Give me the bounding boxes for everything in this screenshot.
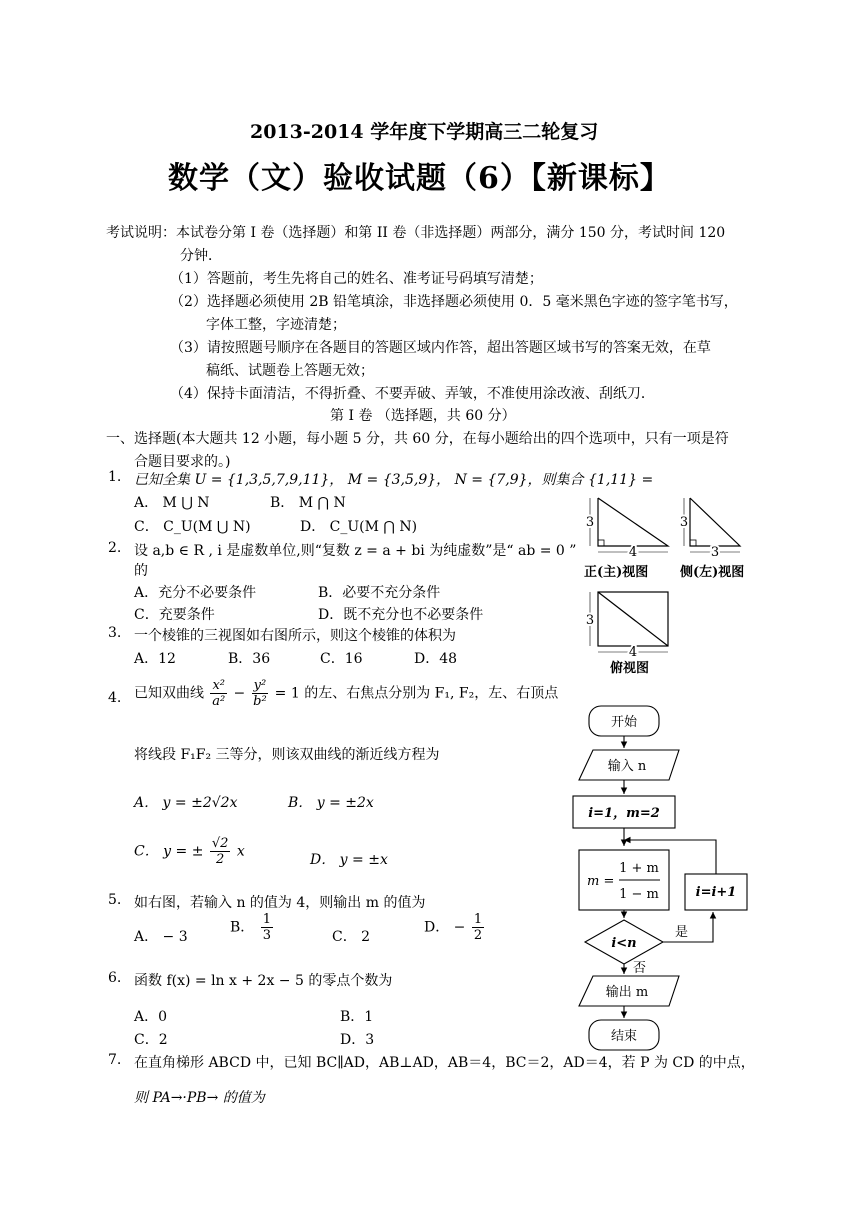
top-view-label: 俯视图 (610, 661, 650, 676)
q7-number: 7. (108, 1052, 122, 1068)
q4-stem-rest: = 1 的左、右焦点分别为 F₁, F₂，左、右顶点 (274, 685, 559, 702)
q5-option-b-den: 3 (262, 928, 272, 943)
instruction-3b: 稿纸、试题卷上答题无效； (206, 363, 374, 379)
flow-end-label: 结束 (610, 1029, 638, 1044)
side-view-width: 3 (710, 545, 720, 560)
q2-stem: 设 a,b ∈ R , i 是虚数单位,则“复数 z = a + bi 为纯虚数”是“ ab = 0 ” (134, 543, 577, 559)
q4-option-c-pre: C． y = ± (134, 843, 204, 860)
q5-option-b (230, 912, 275, 943)
q5-option-b-num: 1 (262, 912, 272, 927)
flow-condition-label: i<n (611, 936, 637, 951)
q5-option-d-den: 2 (473, 928, 483, 943)
q5-option-d (424, 912, 486, 943)
side-view-label: 侧(左)视图 (680, 565, 745, 580)
instruction-3a: （3）请按照题号顺序在各题目的答题区域内作答，超出答题区域书写的答案无效，在草 (170, 340, 711, 356)
q3-option-b: B．36 (228, 651, 271, 667)
q2-number: 2. (108, 540, 122, 556)
q4-frac1-den: a² (212, 694, 226, 709)
flow-yes-label: 是 (675, 925, 689, 940)
q4-frac2-den: b² (253, 694, 267, 709)
section1-heading-cont: 合题目要求的。) (134, 454, 231, 470)
side-view-shape (690, 498, 740, 546)
q4-fraction-y (252, 678, 269, 709)
front-view-width: 4 (628, 545, 638, 560)
instruction-4: （4）保持卡面清洁，不得折叠、不要弄破、弄皱，不准使用涂改液、刮纸刀． (170, 386, 655, 402)
q4-option-c-num: √2 (211, 836, 229, 851)
q4-minus: − (233, 685, 246, 702)
q4-stem (134, 678, 558, 709)
q4-option-d: D． y = ±x (310, 852, 388, 868)
q6-option-b: B．1 (340, 1009, 374, 1025)
q3-option-c: C．16 (320, 651, 363, 667)
q1-option-b: B． M ⋂ N (270, 495, 346, 511)
q6-number: 6. (108, 970, 122, 986)
q2-option-b: B．必要不充分条件 (318, 585, 441, 601)
q5-option-d-fraction (472, 912, 484, 943)
q5-option-b-pre: B． (230, 919, 255, 936)
q6-option-a: A．0 (134, 1009, 168, 1025)
flow-increment-label: i=i+1 (695, 885, 737, 900)
three-views-figure (580, 490, 770, 690)
q1-option-a: A． M ⋃ N (134, 495, 210, 511)
q2-stem-cont: 的 (134, 563, 148, 579)
flowchart (565, 700, 775, 1060)
part1-title: 第 I 卷 （选择题，共 60 分） (330, 408, 516, 424)
page-title: 数学（文）验收试题（6）【新课标】 (168, 161, 671, 196)
q5-option-d-pre: D． − (424, 919, 466, 936)
q1-option-d: D． C_U(M ⋂ N) (300, 519, 418, 535)
q4-fraction-x (210, 678, 227, 709)
q6-option-c: C．2 (134, 1032, 168, 1048)
q4-stem-cont: 将线段 F₁F₂ 三等分，则该双曲线的渐近线方程为 (134, 747, 440, 763)
q4-number: 4. (108, 690, 122, 706)
q4-option-c-post: x (236, 843, 245, 860)
q6-option-d: D．3 (340, 1032, 375, 1048)
flow-formula-den: 1 − m (619, 887, 659, 902)
q5-stem: 如右图，若输入 n 的值为 4，则输出 m 的值为 (134, 895, 426, 911)
flow-input-label: 输入 n (607, 759, 647, 774)
top-view-height: 3 (585, 613, 595, 628)
q2-option-c: C．充要条件 (134, 607, 215, 623)
section1-heading: 一、选择题(本大题共 12 小题，每小题 5 分，共 60 分，在每小题给出的四个选项中，只有一项是符 (106, 431, 729, 447)
front-view-height: 3 (585, 515, 595, 530)
q4-frac2-num: y² (253, 678, 267, 693)
q3-stem: 一个棱锥的三视图如右图所示，则这个棱锥的体积为 (134, 628, 456, 644)
flow-init-label: i=1，m=2 (588, 806, 660, 821)
q4-frac1-num: x² (212, 678, 225, 693)
q2-option-d: D．既不充分也不必要条件 (318, 607, 484, 623)
instruction-2b: 字体工整，字迹清楚； (206, 317, 346, 333)
q4-option-c-den: 2 (216, 852, 225, 867)
q5-number: 5. (108, 892, 122, 908)
q5-option-d-num: 1 (473, 912, 483, 927)
q1-stem: 已知全集 U = {1,3,5,7,9,11}， M = {3,5,9}， N = {7,9}，则集合 {1,11} = (134, 472, 654, 488)
q7-stem: 在直角梯形 ABCD 中，已知 BC∥AD，AB⊥AD，AB＝4，BC＝2，AD＝4，若 P 为 CD 的中点， (134, 1055, 755, 1071)
q4-option-c (134, 836, 245, 867)
flow-no-label: 否 (633, 961, 647, 976)
instruction-2a: （2）选择题必须使用 2B 铅笔填涂，非选择题必须使用 0．5 毫米黑色字迹的签字笔书写， (170, 294, 738, 310)
q3-number: 3. (108, 625, 122, 641)
q6-stem: 函数 f(x) = ln x + 2x − 5 的零点个数为 (134, 973, 393, 989)
instructions-lead-cont: 分钟． (180, 248, 222, 264)
q2-option-a: A．充分不必要条件 (134, 585, 257, 601)
instructions-lead: 考试说明：本试卷分第 I 卷（选择题）和第 II 卷（非选择题）两部分，满分 150 分，考试时间 120 (106, 225, 726, 241)
q3-option-a: A．12 (134, 651, 176, 667)
flow-formula-lhs: m = (587, 874, 615, 889)
q4-option-a: A． y = ±2√2x (134, 795, 238, 811)
q7-stem-cont: 则 PA→·PB→ 的值为 (134, 1090, 265, 1106)
front-view-shape (598, 498, 668, 546)
side-view-height: 3 (679, 515, 689, 530)
flow-output-label: 输出 m (605, 985, 649, 1000)
q5-option-c: C． 2 (332, 929, 371, 945)
subtitle: 2013-2014 学年度下学期高三二轮复习 (250, 121, 599, 143)
q4-option-b: B． y = ±2x (288, 795, 374, 811)
q3-option-d: D．48 (414, 651, 458, 667)
flow-start-label: 开始 (610, 715, 638, 730)
q4-option-c-fraction (210, 836, 231, 867)
top-view-width: 4 (628, 645, 638, 660)
q1-number: 1. (108, 469, 122, 485)
instruction-1: （1）答题前，考生先将自己的姓名、准考证号码填写清楚； (170, 271, 543, 287)
q4-stem-lead: 已知双曲线 (134, 685, 204, 702)
q1-option-c: C． C_U(M ⋃ N) (134, 519, 251, 535)
front-view-label: 正(主)视图 (584, 565, 649, 580)
q5-option-a: A． − 3 (134, 929, 188, 945)
flow-formula-num: 1 + m (619, 861, 659, 876)
q5-option-b-fraction (261, 912, 273, 943)
